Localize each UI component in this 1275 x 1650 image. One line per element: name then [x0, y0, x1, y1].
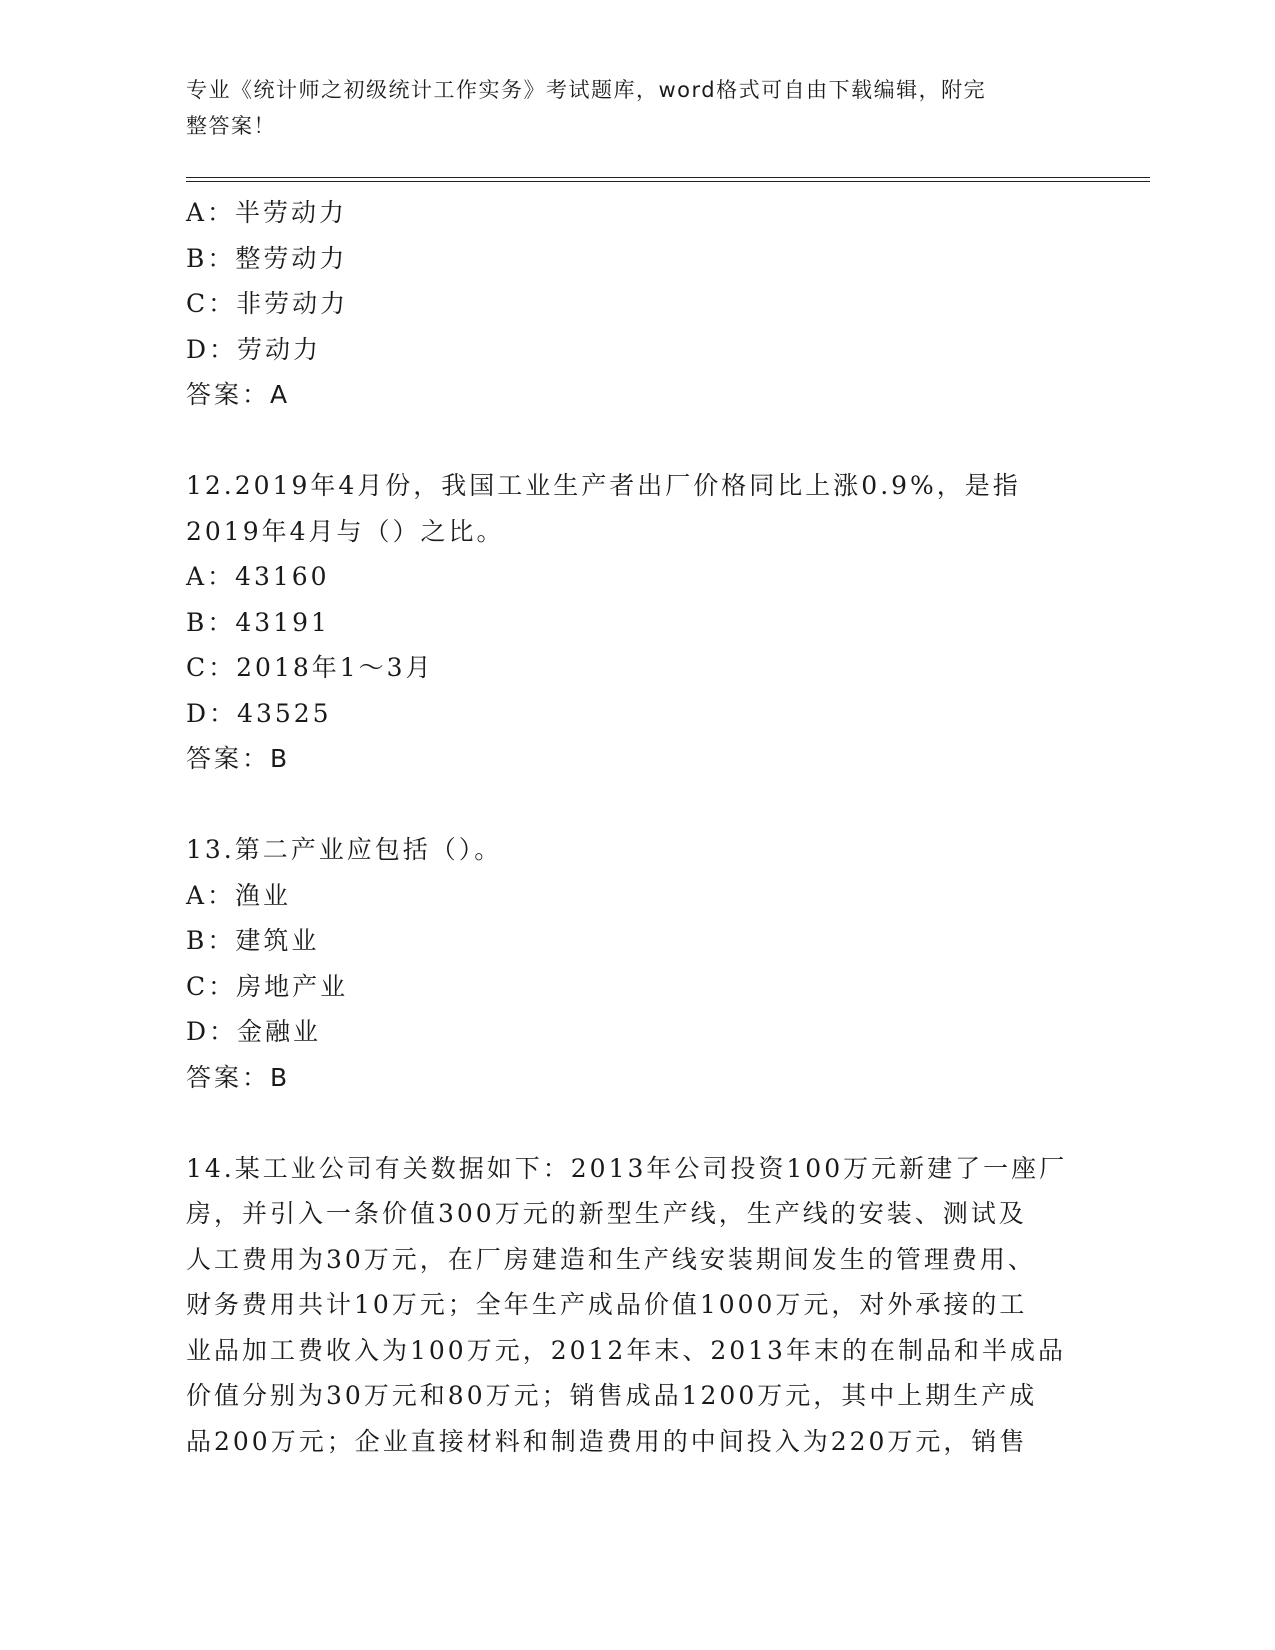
- question-stem-line-1: 14.某工业公司有关数据如下：2013年公司投资100万元新建了一座厂: [186, 1153, 1068, 1183]
- document-header: [186, 72, 1066, 144]
- question-stem-line-6: 价值分别为30万元和80万元；销售成品1200万元，其中上期生产成: [186, 1381, 1038, 1410]
- option-a: A：渔业: [186, 880, 292, 910]
- option-c: C：房地产业: [186, 971, 349, 1001]
- header-divider-bottom: [186, 181, 1150, 182]
- header-line-1: 专业《统计师之初级统计工作实务》考试题库，word格式可自由下载编辑，附完: [186, 78, 987, 102]
- option-a: A：半劳动力: [186, 198, 348, 227]
- question-13: [186, 827, 1086, 1100]
- option-c: C：非劳动力: [186, 289, 349, 318]
- question-stem-line-2: 房，并引入一条价值300万元的新型生产线，生产线的安装、测试及: [186, 1199, 1027, 1228]
- option-b: B：建筑业: [186, 926, 320, 955]
- question-12: [186, 463, 1086, 782]
- question-list: [186, 190, 1086, 1464]
- option-d: D：43525: [186, 698, 332, 728]
- header-line-2: 整答案！: [186, 114, 276, 138]
- question-stem-line-5: 业品加工费收入为100万元，2012年末、2013年末的在制品和半成品: [186, 1335, 1066, 1365]
- header-divider-top: [186, 177, 1150, 178]
- question-stem-line-7: 品200万元；企业直接材料和制造费用的中间投入为220万元，销售: [186, 1426, 1028, 1456]
- question-stem-line-1: 12.2019年4月份，我国工业生产者出厂价格同比上涨0.9%，是指: [186, 471, 1021, 500]
- option-a: A：43160: [186, 562, 330, 591]
- spacer: [186, 418, 1086, 464]
- answer-text: 答案：B: [186, 744, 291, 773]
- question-stem-line-4: 财务费用共计10万元；全年生产成品价值1000万元，对外承接的工: [186, 1290, 1028, 1319]
- question-14: [186, 1146, 1086, 1465]
- answer-text: 答案：A: [186, 380, 291, 409]
- option-d: D：劳动力: [186, 334, 322, 364]
- question-11: [186, 190, 1086, 418]
- question-stem-line-3: 人工费用为30万元，在厂房建造和生产线安装期间发生的管理费用、: [186, 1244, 1036, 1274]
- option-b: B：43191: [186, 607, 330, 637]
- option-c: C：2018年1～3月: [186, 653, 434, 682]
- question-stem-line-2: 2019年4月与（）之比。: [186, 516, 505, 546]
- option-d: D：金融业: [186, 1017, 322, 1046]
- answer-text: 答案：B: [186, 1062, 291, 1092]
- spacer: [186, 782, 1086, 828]
- spacer: [186, 1100, 1086, 1146]
- question-stem: 13.第二产业应包括（）。: [186, 835, 503, 864]
- option-b: B：整劳动力: [186, 243, 348, 273]
